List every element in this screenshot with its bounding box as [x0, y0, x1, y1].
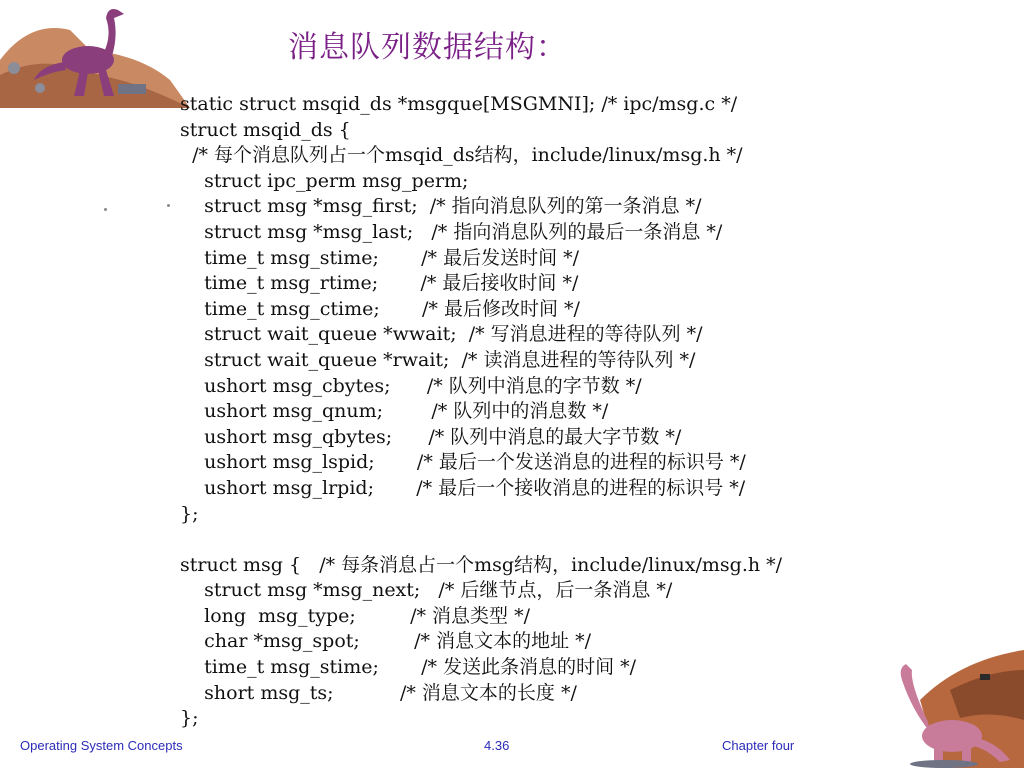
code-line: time_t msg_rtime; /* 最后接收时间 */: [180, 272, 579, 295]
footer-chapter: Chapter four: [722, 738, 795, 753]
stray-dot: [167, 204, 170, 207]
code-line: long msg_type; /* 消息类型 */: [180, 604, 530, 627]
code-line: ushort msg_qnum; /* 队列中的消息数 */: [180, 400, 609, 423]
dinosaur-on-rock-icon: [0, 0, 190, 108]
code-line: };: [180, 502, 199, 525]
code-line: /* 每个消息队列占一个msqid_ds结构，include/linux/msg.h */: [180, 144, 743, 167]
code-line: ushort msg_qbytes; /* 队列中消息的最大字节数 */: [180, 425, 682, 448]
code-line: ushort msg_lrpid; /* 最后一个接收消息的进程的标识号 */: [180, 476, 746, 499]
code-line: struct msg { /* 每条消息占一个msg结构，include/linux/msg.h */: [180, 553, 783, 576]
code-line: time_t msg_ctime; /* 最后修改时间 */: [180, 297, 580, 320]
code-line: ushort msg_lspid; /* 最后一个发送消息的进程的标识号 */: [180, 451, 746, 474]
code-line: static struct msqid_ds *msgque[MSGMNI]; /* ipc/msg.c */: [180, 93, 738, 115]
code-block: [180, 92, 782, 732]
code-line: struct msg *msg_next; /* 后继节点，后一条消息 */: [180, 579, 673, 602]
code-line: struct wait_queue *rwait; /* 读消息进程的等待队列 */: [180, 348, 696, 371]
code-line: ushort msg_cbytes; /* 队列中消息的字节数 */: [180, 374, 642, 397]
footer-page-number: 4.36: [484, 738, 510, 753]
code-line: short msg_ts; /* 消息文本的长度 */: [180, 681, 577, 704]
code-line: time_t msg_stime; /* 发送此条消息的时间 */: [180, 656, 637, 679]
footer-course-title: Operating System Concepts: [20, 738, 183, 753]
code-line: struct wait_queue *wwait; /* 写消息进程的等待队列 */: [180, 323, 703, 346]
code-line: time_t msg_stime; /* 最后发送时间 */: [180, 246, 580, 269]
code-line: char *msg_spot; /* 消息文本的地址 */: [180, 630, 592, 653]
code-line: struct msg *msg_first; /* 指向消息队列的第一条消息 */: [180, 195, 702, 218]
stray-dot: [104, 208, 107, 211]
code-line: struct msg *msg_last; /* 指向消息队列的最后一条消息 */: [180, 220, 723, 243]
sauropod-dinosaur-icon: [880, 640, 1024, 768]
code-line: struct ipc_perm msg_perm;: [180, 169, 469, 192]
code-line: struct msqid_ds {: [180, 118, 351, 141]
code-line: };: [180, 707, 199, 730]
slide-title: 消息队列数据结构：: [288, 30, 567, 65]
code-line: [180, 527, 782, 553]
